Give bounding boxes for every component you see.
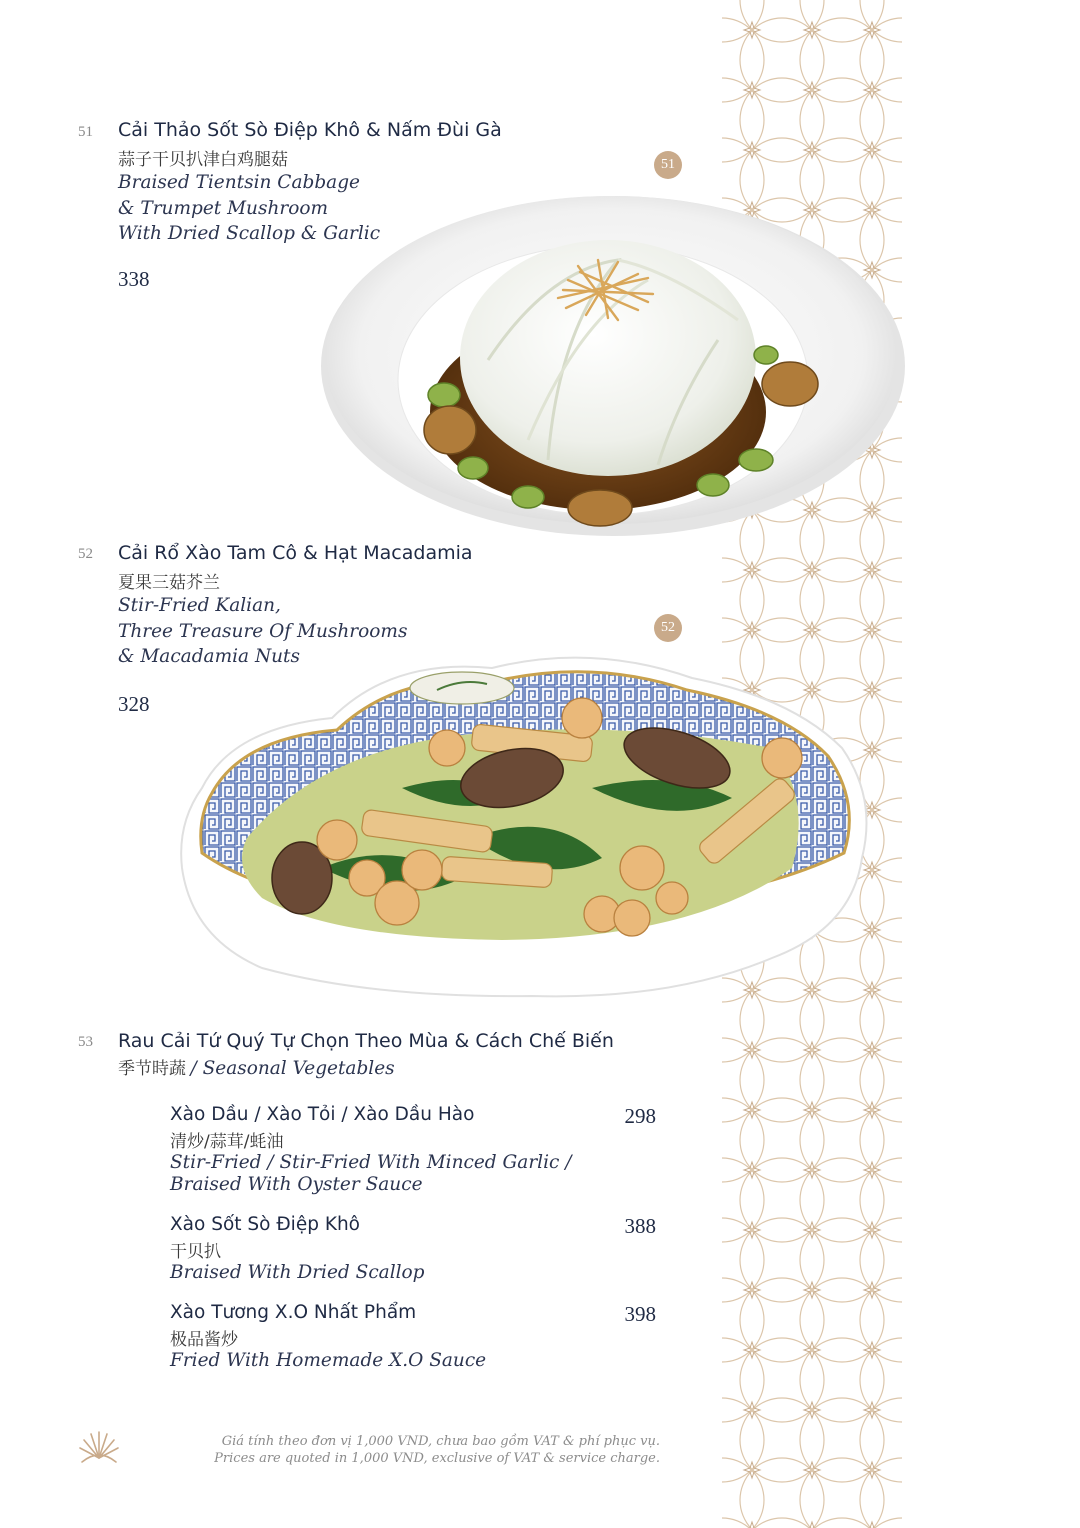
option-row	[170, 1214, 660, 1284]
sunburst-logo-icon	[78, 1428, 120, 1464]
item-price: 338	[118, 266, 150, 291]
item-name-vn: Cải Rổ Xào Tam Cô & Hạt Macadamia	[118, 542, 473, 564]
option-name-en-1: Fried With Homemade X.O Sauce	[170, 1350, 487, 1371]
item-name-en-2: Three Treasure Of Mushrooms	[118, 620, 408, 642]
item-name-en-2: & Trumpet Mushroom	[118, 197, 329, 219]
dish-photo-51	[318, 190, 908, 540]
item-number: 51	[78, 124, 93, 140]
option-row	[170, 1104, 660, 1196]
item-name-vn: Rau Cải Tứ Quý Tự Chọn Theo Mùa & Cách Chế Biến	[118, 1030, 614, 1052]
item-number: 52	[78, 546, 93, 562]
option-name-cn: 极品酱炒	[170, 1330, 238, 1350]
option-name-en-1: Braised With Dried Scallop	[170, 1262, 425, 1283]
item-name-cn: 夏果三菇芥兰	[118, 573, 220, 593]
dish-badge: 52	[654, 614, 682, 642]
item-name-en-1: Braised Tientsin Cabbage	[118, 172, 360, 193]
footer-note-en: Prices are quoted in 1,000 VND, exclusive of VAT & service charge.	[214, 1451, 660, 1466]
footer-note-vn: Giá tính theo đơn vị 1,000 VND, chưa bao gồm VAT & phí phục vụ.	[221, 1434, 660, 1449]
item-name-en-3: With Dried Scallop & Garlic	[118, 223, 381, 244]
option-name-en-1: Stir-Fried / Stir-Fried With Minced Garlic /	[170, 1152, 572, 1173]
item-name-en: / Seasonal Vegetables	[190, 1058, 395, 1079]
option-price: 388	[624, 1214, 656, 1238]
item-number: 53	[78, 1034, 93, 1050]
item-name-en-1: Stir-Fried Kalian,	[118, 595, 281, 616]
item-name-cn: 蒜子干贝扒津白鸡腿菇	[118, 150, 288, 170]
option-name-vn: Xào Tương X.O Nhất Phẩm	[170, 1302, 417, 1323]
item-name-cn: 季节時蔬	[118, 1059, 186, 1079]
dish-badge: 51	[654, 151, 682, 179]
option-name-vn: Xào Dầu / Xào Tỏi / Xào Dầu Hào	[170, 1104, 475, 1125]
option-name-cn: 清炒/蒜茸/蚝油	[170, 1132, 284, 1152]
option-name-cn: 干贝扒	[170, 1242, 221, 1262]
option-row	[170, 1302, 660, 1372]
item-name-en-3: & Macadamia Nuts	[118, 646, 300, 667]
menu-item-53	[118, 1030, 614, 1082]
item-price: 328	[118, 691, 150, 716]
option-price: 298	[624, 1104, 656, 1128]
option-name-vn: Xào Sốt Sò Điệp Khô	[170, 1214, 361, 1235]
option-name-en-2: Braised With Oyster Sauce	[170, 1174, 423, 1195]
item-name-vn: Cải Thảo Sốt Sò Điệp Khô & Nấm Đùi Gà	[118, 119, 502, 141]
option-price: 398	[624, 1302, 656, 1326]
dish-photo-52	[172, 638, 884, 1004]
